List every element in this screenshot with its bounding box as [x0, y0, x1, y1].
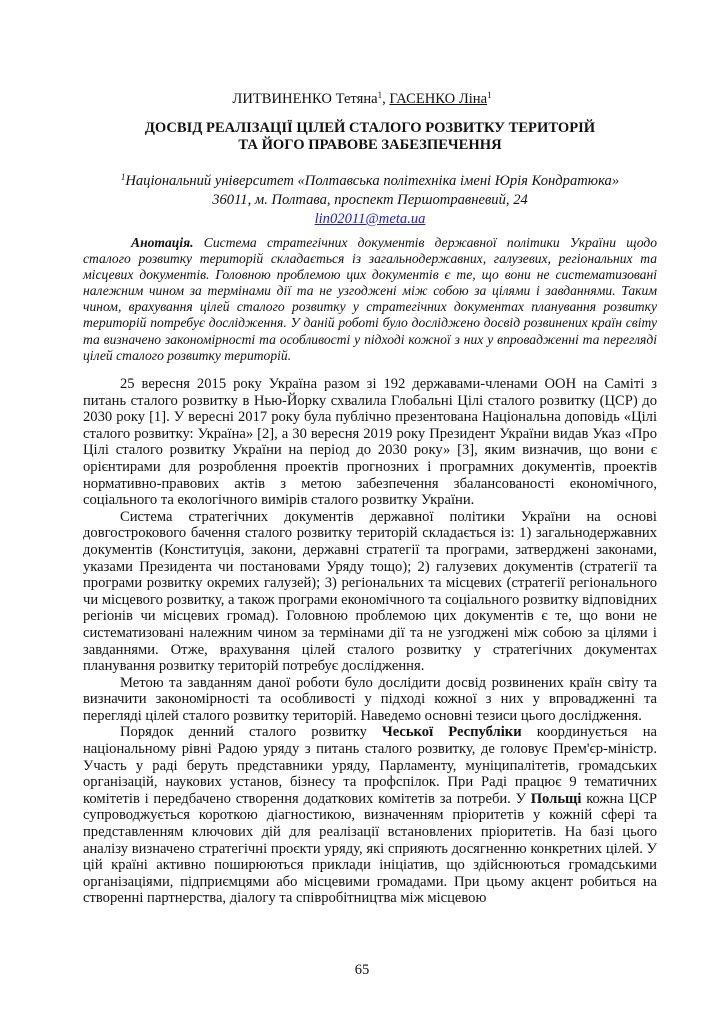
abstract-label: Анотація. — [131, 235, 194, 250]
author-2: ГАСЕНКО Ліна — [389, 91, 488, 107]
country-poland: Польщі — [530, 790, 582, 807]
author-1-affiliation-mark: 1 — [377, 90, 383, 100]
author-1: ЛИТВИНЕНКО Тетяна — [232, 91, 378, 107]
email-link[interactable]: lin02011@meta.ua — [314, 211, 426, 227]
paper-title — [80, 120, 660, 154]
institution-name: Національний університет «Полтавська політехніка імені Юрія Кондратюка» — [125, 173, 620, 189]
author-separator: , — [382, 91, 390, 107]
country-czech: Чеської Республіки — [382, 724, 522, 741]
author-2-affiliation-mark: 1 — [487, 90, 492, 100]
page-number: 65 — [354, 962, 370, 978]
paragraph-4-text-a: Порядок денний сталого розвитку — [120, 724, 382, 741]
institution-line — [80, 168, 660, 191]
title-line-1: ДОСВІД РЕАЛІЗАЦІЇ ЦІЛЕЙ СТАЛОГО РОЗВИТКУ ТЕРИТОРІЙ — [144, 120, 596, 136]
abstract — [83, 235, 657, 364]
address-line: 36011, м. Полтава, проспект Першотравневий, 24 — [212, 192, 528, 208]
abstract-text: Система стратегічних документів державної політики України щодо сталого розвитку територій складається із загальнодержавних, галузевих, регіональних та місцевих документів. Головною проблемою цих документів є те, що вони не систематизовані належним чином за термінами дії та не узгоджені між собою за цілями і завданнями. Таким чином, врахування цілей сталого розвитку у стратегічних документах планування розвитку територій потребує дослідження. У даній роботі було досліджено досвід розвинених країн світу та визначено закономірності та особливості у підході кожної з них у впровадженні та перегляді цілей сталого розвитку територій. — [83, 235, 657, 363]
authors-line — [0, 86, 724, 108]
body-text — [83, 376, 657, 907]
paragraph-2: Система стратегічних документів державної політики України на основі довгострокового бачення сталого розвитку територій складається із: 1) загальнодержавних документів (Конституція, закони, державні стратегії та програми, затверджені законами, указами Президента чи постановами Уряду тощо); 2) галузевих документів (стратегії та програми розвитку окремих галузей); 3) регіональних та місцевих (стратегії регіонального чи місцевого розвитку, а також програми економічного та соціального розвитку відповідних регіонів чи місцевих громад). Головною проблемою цих документів є те, що вони не систематизовані належним чином за термінами дії та не узгоджені між собою за цілями і завданнями. Отже, врахування цілей сталого розвитку у стратегічних документах планування розвитку територій потребує дослідження. — [83, 508, 657, 675]
paragraph-1: 25 вересня 2015 року Україна разом зі 192 державами-членами ООН на Саміті з питань сталого розвитку в Нью-Йорку схвалила Глобальні Цілі сталого розвитку (ЦСР) до 2030 року [1]. У вересні 2017 року була публічно презентована Національна доповідь «Цілі сталого розвитку: Україна» [2], а 30 вересня 2019 року Президент України видав Указ «Про Цілі сталого розвитку України на період до 2030 року» [3], яким визначив, що вони є орієнтирами для розроблення проектів прогнозних і програмних документів, проектів нормативно-правових актів з метою забезпечення збалансованості економічного, соціального та екологічного вимірів сталого розвитку України. — [83, 376, 657, 509]
title-line-2: ТА ЙОГО ПРАВОВЕ ЗАБЕЗПЕЧЕННЯ — [238, 137, 502, 153]
paragraph-4 — [83, 724, 657, 907]
affiliation-mark: 1 — [120, 172, 126, 182]
paragraph-4-text-c: кожна ЦСР супроводжується короткою діагностикою, визначенням пріоритетів у кожній сфері та представленням ключових дій для реалізації встановлених пріоритетів. На базі цього аналізу визначено стратегічні проєкти уряду, які сприяють досягненню конкретних цілей. У цій країні активно поширюються приклади ініціатив, що здійснюються громадськими організаціями, підприємцями або місцевими громадами. При цьому акцент робиться на створенні партнерства, діалогу та співробітництва між місцевою — [83, 790, 657, 907]
paragraph-4-text-b: координується на національному рівні Радою уряду з питань сталого розвитку, де головує Прем'єр-міністр. Участь у раді беруть представники уряду, Парламенту, муніципалітетів, громадських організацій, наукових установ, бізнесу та профспілок. При Раді працює 9 тематичних комітетів і передбачено створення додаткових комітетів за потреби. У — [83, 724, 657, 807]
affiliation — [80, 168, 660, 229]
paragraph-3: Метою та завданням даної роботи було дослідити досвід розвинених країн світу та визначити закономірності та особливості у підході кожної з них у впровадженні та перегляді цілей сталого розвитку територій. Наведемо основні тезиси цього дослідження. — [83, 674, 657, 724]
